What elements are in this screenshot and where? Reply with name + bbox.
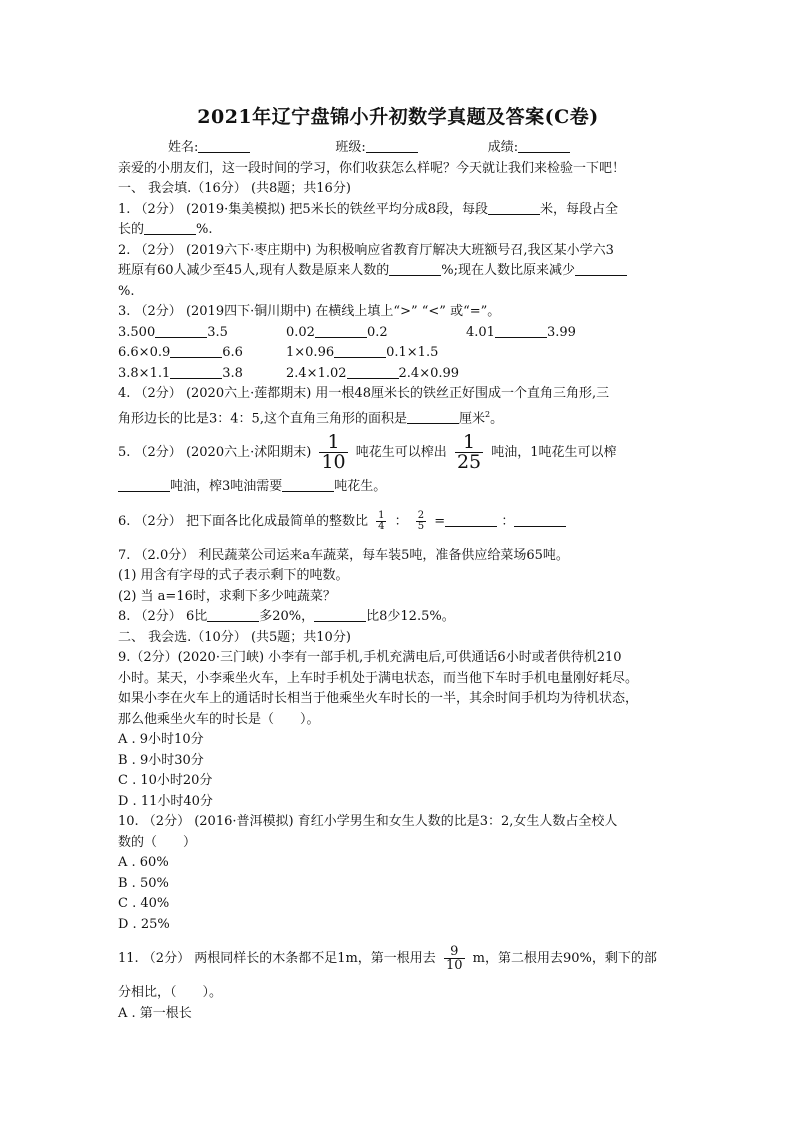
- question-8: 8. （2分） 6比 多20%， 比8少12.5%。: [118, 609, 455, 625]
- question-2-end: %.: [118, 283, 135, 299]
- question-9-line-3: 如果小李在火车上的通话时长相当于他乘坐火车时长的一半，其余时间手机均为待机状态，: [118, 691, 639, 707]
- answer-blank[interactable]: [575, 261, 627, 276]
- option-d[interactable]: D . 11小时40分: [118, 793, 213, 809]
- answer-blank[interactable]: [407, 409, 459, 424]
- question-2: 2. （2分） (2019六下·枣庄期中) 为积极响应省教育厅解决大班额号召,我区某小学六3: [118, 242, 614, 258]
- answer-blank[interactable]: [144, 220, 196, 235]
- compare-blank[interactable]: [170, 343, 222, 358]
- answer-blank[interactable]: [514, 512, 566, 527]
- question-9: 9.（2分）(2020·三门峡) 小李有一部手机,手机充满电后,可供通话6小时或者供待机210: [118, 650, 622, 666]
- option-b[interactable]: B . 50%: [118, 875, 169, 891]
- question-9-line-2: 小时。某天，小李乘坐火车，上车时手机处于满电状态，而当他下车时手机电量刚好耗尽。: [118, 670, 639, 686]
- question-7: 7. （2.0分） 利民蔬菜公司运来a车蔬菜，每车装5吨，准备供应给菜场65吨。: [118, 547, 569, 563]
- question-5-cont: 吨油，榨3吨油需要 吨花生。: [118, 477, 678, 498]
- compare-blank[interactable]: [170, 364, 222, 379]
- fraction-1-10: $\frac{1}{10}$: [321, 431, 346, 474]
- name-field[interactable]: 姓名:: [168, 138, 250, 159]
- answer-blank[interactable]: [207, 607, 259, 622]
- question-10-line-2: 数的（ ）: [118, 834, 197, 850]
- question-6: 6. （2分） 把下面各比化成最简单的整数比 $\frac{1}{4}$ ： $\frac{2}{5}$ = ：: [118, 498, 678, 546]
- exam-content: [118, 104, 678, 1024]
- question-2-cont: 班原有60人减少至45人,现有人数是原来人数的 %;现在人数比原来减少: [118, 261, 678, 282]
- compare-row-3: 3.8×1.1 3.8 2.4×1.02 2.4×0.99: [118, 365, 460, 381]
- compare-blank[interactable]: [495, 323, 547, 338]
- compare-blank[interactable]: [347, 364, 399, 379]
- question-10: 10. （2分） (2016·普洱模拟) 育红小学男生和女生人数的比是3：2,女生人数占全校人: [118, 814, 618, 830]
- answer-blank[interactable]: [314, 607, 366, 622]
- answer-blank[interactable]: [282, 477, 334, 492]
- option-b[interactable]: B . 9小时30分: [118, 752, 204, 768]
- intro-text: 亲爱的小朋友们，这一段时间的学习，你们收获怎么样呢？今天就让我们来检验一下吧！: [118, 160, 626, 176]
- question-7-part-1: (1) 用含有字母的式子表示剩下的吨数。: [118, 568, 349, 584]
- fraction-9-10: $\frac{9}{10}$: [445, 944, 463, 974]
- compare-row-1: 3.500 3.5 0.02 0.2 4.01 3.99: [118, 324, 576, 340]
- question-11-line-2: 分相比，（ ）。: [118, 985, 223, 1001]
- answer-blank[interactable]: [488, 200, 540, 215]
- section-2-heading: 二、 我会选.（10分） (共5题；共10分): [118, 629, 351, 645]
- compare-blank[interactable]: [315, 323, 367, 338]
- class-field[interactable]: 班级:: [335, 138, 417, 159]
- option-d[interactable]: D . 25%: [118, 916, 170, 932]
- compare-row-2: 6.6×0.9 6.6 1×0.96 0.1×1.5: [118, 345, 439, 360]
- section-1-heading: 一、 我会填.（16分） (共8题；共16分): [118, 181, 351, 196]
- option-a[interactable]: A . 9小时10分: [118, 732, 204, 748]
- question-5: 5. （2分） (2020六上·沭阳期末) $\frac{1}{10}$ 吨花生可以榨出 $\frac{1}{25}$ 吨油，1吨花生可以榨: [118, 431, 617, 474]
- fraction-1-4: $\frac{1}{4}$: [378, 509, 385, 532]
- fraction-1-25: $\frac{1}{25}$: [456, 431, 482, 474]
- score-field[interactable]: 成绩:: [488, 138, 570, 159]
- question-11: 11. （2分） 两根同样长的木条都不足1m，第一根用去 $\frac{9}{10}$ m，第二根用去90%，剩下的部: [118, 944, 657, 974]
- fraction-2-5: $\frac{2}{5}$: [417, 509, 425, 532]
- page-title: 2021年辽宁盘锦小升初数学真题及答案(C卷): [197, 106, 599, 128]
- question-4: 4. （2分） (2020六上·莲都期末) 用一根48厘米长的铁丝正好围成一个直角三角形,三: [118, 386, 610, 401]
- compare-blank[interactable]: [155, 323, 207, 338]
- question-1: 1. （2分） (2019·集美模拟) 把5米长的铁丝平均分成8段，每段 米，每段占全: [118, 201, 618, 217]
- question-4-cont: 角形边长的比是3：4：5,这个直角三角形的面积是 厘米$^2$。: [118, 409, 504, 426]
- question-1-cont: 长的 %.: [118, 222, 213, 237]
- answer-blank[interactable]: [389, 261, 441, 276]
- option-c[interactable]: C . 10小时20分: [118, 773, 213, 789]
- question-3: 3. （2分） (2019四下·铜川期中) 在横线上填上“>” “<” 或“=”。: [118, 304, 501, 319]
- question-9-line-4: 那么他乘坐火车的时长是（ ）。: [118, 711, 320, 727]
- option-c[interactable]: C . 40%: [118, 896, 170, 912]
- question-7-part-2: (2) 当 a=16时，求剩下多少吨蔬菜？: [118, 588, 336, 604]
- student-info-row: [118, 138, 678, 159]
- option-a[interactable]: A . 第一根长: [118, 1005, 192, 1021]
- option-a[interactable]: A . 60%: [118, 855, 169, 871]
- answer-blank[interactable]: [445, 512, 497, 527]
- answer-blank[interactable]: [118, 477, 170, 492]
- compare-blank[interactable]: [334, 343, 386, 358]
